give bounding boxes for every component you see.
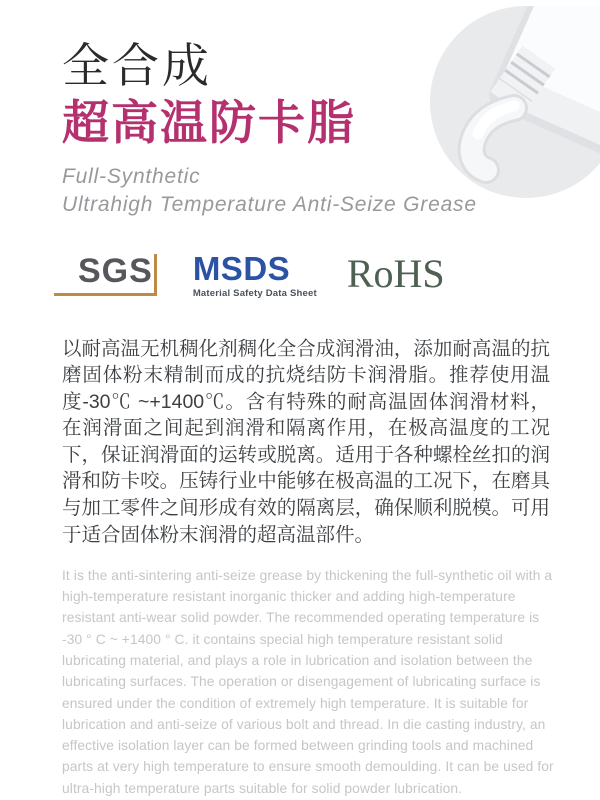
sgs-logo	[62, 252, 163, 298]
description-chinese: 以耐高温无机稠化剂稠化全合成润滑油，添加耐高温的抗磨固体粉末精制而成的抗烧结防卡润滑脂。推荐使用温度-30℃ ~+1400℃。含有特殊的耐高温固体润滑材料，在润滑面之间起到润滑和隔离作用，在极高温度的工况下，保证润滑面的运转或脱离。适用于各种螺栓丝扣的润滑和防卡咬。压铸行业中能够在极高温的工况下，在磨具与加工零件之间形成有效的隔离层，确保顺利脱模。可用于适合固体粉末润滑的超高温部件。	[62, 337, 550, 546]
sgs-vertical-line	[154, 254, 157, 296]
rohs-logo: RoHS	[346, 251, 445, 296]
msds-logo-subtext: Material Safety Data Sheet	[192, 288, 317, 299]
certification-logos	[62, 252, 445, 299]
page-title-highlight: 超高温防卡脂	[62, 95, 356, 149]
subtitle-line2: Ultrahigh Temperature Anti-Seize Grease	[62, 193, 477, 217]
header	[62, 40, 477, 219]
sgs-underline	[54, 293, 157, 296]
msds-logo	[193, 252, 317, 299]
description-english: It is the anti-sintering anti-seize grease by thickening the full-synthetic oil with a high-temperature resistant inorganic thicker and adding high-temperature resistant anti-wear solid powder. The recommended operating temperature is -30 ° C ~ +1400 ° C. it contains special high temperature resistant solid lubricating material, and plays a role in lubrication and isolation between the lubricating surfaces. The operation or disengagement of lubricating surface is ensured under the condition of extremely high temperature. It is suitable for lubrication and anti-seize of various bolt and thread. In die casting industry, an effective isolation layer can be formed between grinding tools and machined parts at very high temperature to ensure smooth demoulding. It can be used for ultra-high temperature parts suitable for solid powder lubrication.	[62, 567, 554, 796]
subtitle-line1: Full-Synthetic	[62, 165, 201, 189]
msds-logo-text: MSDS	[192, 250, 291, 287]
page-title: 全合成	[62, 39, 212, 92]
subtitle	[62, 163, 477, 219]
sgs-logo-text: SGS	[78, 252, 153, 290]
